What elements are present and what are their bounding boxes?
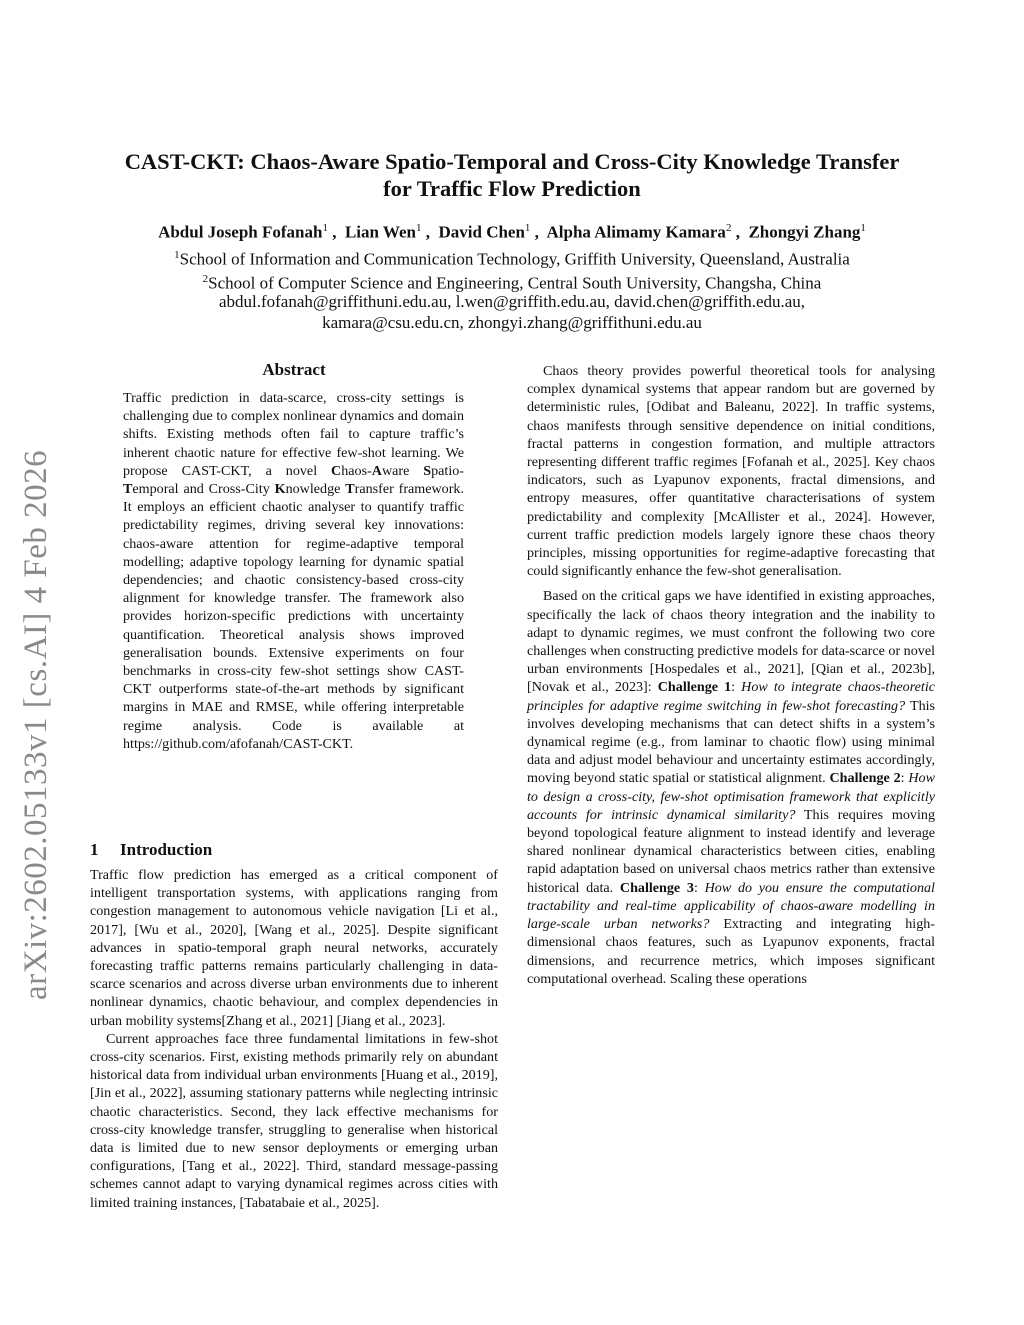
challenge-label: Challenge 1 [657, 679, 732, 696]
email-line-1: abdul.fofanah@griffithuni.edu.au, l.wen@griffith.edu.au, david.chen@griffith.edu.au, [218, 292, 806, 311]
acronym-letter: K [274, 481, 286, 498]
left-column-body [90, 866, 498, 1212]
arxiv-identifier-watermark: arXiv:2602.05133v1 [cs.AI] 4 Feb 2026 [18, 449, 54, 1000]
challenge-label: Challenge 2 [829, 770, 901, 787]
acronym-text: patio- [431, 462, 464, 479]
author-affiliation-mark: 2 [725, 222, 732, 234]
acronym-letter: A [371, 462, 382, 479]
affiliation-text: School of Computer Science and Engineering, Central South University, Changsha, China [208, 273, 822, 293]
author-list: Abdul Joseph Fofanah$^1$ , Lian Wen$^1$ , David Chen$^1$ , Alpha Alimamy Kamara$^2$ , Zhongyi Zhang$^1$ [158, 222, 866, 242]
section-title: Introduction [120, 840, 213, 859]
section-number: 1 [90, 840, 99, 859]
intro-paragraph-3: Chaos theory provides powerful theoretical tools for analysing complex dynamical systems that appear random but are governed by deterministic rules, [Odibat and Baleanu, 2022]. In traffic systems, chaos manifests through sensitive dependence on initial conditions, fractal patterns in congestion formation, and multiple attractors representing different traffic regimes [Fofanah et al., 2025]. Key chaos indicators, such as Lyapunov exponents, fractal dimensions, and entropy measures, offer quantitative characterisations of system predictability and complexity [McAllister et al., 2024]. However, current traffic prediction models largely ignore these chaos theory principles, missing opportunities for regime-adaptive forecasting that could significantly enhance the few-shot generalisation. [527, 363, 935, 580]
challenge-question: How to design a cross-city, few-shot optimisation framework that explicitly accounts for intrinsic dynamical similarity? [527, 770, 935, 823]
paragraph-text: This requires moving beyond topological feature alignment to instead identify and leverage shared nonlinear dynamical characteristics between cities, enabling rapid adaptation based on universal chaos metrics rather than extensive historical data. [527, 806, 935, 896]
author-name: Zhongyi Zhang [748, 222, 861, 242]
affiliation-1 [40, 244, 984, 271]
author-affiliation-mark: 1 [415, 222, 422, 234]
section-heading-introduction [90, 840, 212, 860]
abstract-text: framework. It employs an efficient chaotic analyser to quantify traffic predictability regimes, driving several key innovations: chaos-aware attention for regime-adaptive temporal modelling; adaptive topology learning for dynamic spatial dependencies; and chaotic consistency-based cross-city alignment for knowledge transfer. The framework also provides horizon-specific predictions with uncertainty quantification. Theoretical analysis shows improved generalisation bounds. Extensive experiments on four benchmarks in cross-city few-shot settings show CAST-CKT outperforms state-of-the-art methods by significant margins in MAE and RMSE, while offering interpretable regime analysis. Code is available at https://github.com/afofanah/CAST-CKT. [123, 481, 464, 752]
intro-paragraph-1: Traffic flow prediction has emerged as a critical component of intelligent transportation systems, with applications ranging from congestion management to autonomous vehicle navigation [Li et al., 2017], [Wu et al., 2020], [Wang et al., 2025]. Despite significant advances in spatio-temporal graph neural networks, accurately forecasting traffic patterns remains particularly challenging in data-scarce scenarios and across diverse urban environments due to inherent nonlinear dynamics, chaotic behaviour, and complex dependencies in urban mobility systems[Zhang et al., 2021] [Jiang et al., 2023]. [90, 867, 498, 1029]
acronym-letter: T [345, 481, 355, 498]
abstract-text: Traffic prediction in data-scarce, cross-city settings is challenging due to complex nonlinear dynamics and domain shifts. Existing methods often fail to capture traffic’s inherent chaotic nature for effective few-shot learning. We propose CAST-CKT, a novel [123, 390, 464, 479]
affiliation-mark: 1 [174, 249, 180, 261]
author-name: Abdul Joseph Fofanah [158, 222, 323, 242]
paragraph-text: Extracting and integrating high-dimensional chaos features, such as Lyapunov exponents, fractal dimensions, and recurrence metrics, which imposes significant computational overhead. Scaling these operations [527, 916, 935, 987]
author-name: Alpha Alimamy Kamara [546, 222, 726, 242]
paper-title [60, 148, 964, 202]
acronym-letter: S [423, 462, 432, 479]
acronym-letter: T [123, 481, 133, 498]
author-name: David Chen [438, 222, 525, 242]
acronym-text: haos- [341, 462, 372, 479]
acronym-text: ware [381, 462, 424, 479]
paragraph-text: This involves developing mechanisms that can detect shifts in a system’s dynamical regime (e.g., from laminar to chaotic flow) using minimal data and adjust model behaviour and uncertainty estimates accordingly, moving beyond static spatial or statistical alignment. [527, 697, 936, 787]
email-line-2: kamara@csu.edu.cn, zhongyi.zhang@griffithuni.edu.au [322, 313, 702, 332]
paragraph-text: Based on the critical gaps we have identified in existing approaches, specifically the lack of chaos theory integration and the inability to adapt to dynamic regimes, we must confront the following two core challenges when constructing predictive models for data-scarce or novel urban environments [Hospedales et al., 2021], [Qian et al., 2023b], [Novak et al., 2023]: [527, 588, 935, 696]
challenge-label: Challenge 3 [619, 879, 694, 896]
challenge-question: How do you ensure the computational tractability and real-time applicability of chaos-aware modelling in large-scale urban networks? [527, 879, 935, 933]
challenge-question: How to integrate chaos-theoretic principles for adaptive regime switching in few-shot forecasting? [527, 679, 935, 714]
acronym-letter: C [331, 462, 342, 479]
title-line-2: for Traffic Flow Prediction [383, 176, 641, 201]
author-affiliation-mark: 1 [524, 222, 531, 234]
title-line-1: CAST-CKT: Chaos-Aware Spatio-Temporal and Cross-City Knowledge Transfer [124, 149, 900, 174]
author-name: Lian Wen [344, 222, 416, 242]
right-column-body [527, 355, 935, 988]
acronym-text: emporal and Cross-City [132, 481, 275, 498]
intro-paragraph-4: Based on the critical gaps we have identified in existing approaches, specifically the lack of chaos theory integration and the inability to adapt to dynamic regimes, we must confront the following two core challenges when constructing predictive models for data-scarce or novel urban environments [Hospedales et al., 2021], [Qian et al., 2023b], [Novak et al., 2023]: Challenge 1: How to integrate chaos-theoretic principles for adaptive regime switching in few-shot forecasting? This involves developing mechanisms that can detect shifts in a system’s dynamical regime (e.g., from laminar to chaotic flow) using minimal data and adjust model behaviour and uncertainty estimates accordingly, moving beyond static spatial or statistical alignment. Challenge 2: How to design a cross-city, few-shot optimisation framework that explicitly accounts for intrinsic dynamical similarity? This requires moving beyond topological feature alignment to instead identify and leverage shared nonlinear dynamical characteristics between cities, enabling rapid adaptation based on universal chaos metrics rather than extensive historical data. Challenge 3: How do you ensure the computational tractability and real-time applicability of chaos-aware modelling in large-scale urban networks? Extracting and integrating high-dimensional chaos features, such as Lyapunov exponents, fractal dimensions, and recurrence metrics, which imposes significant computational overhead. Scaling these operations [527, 588, 936, 987]
author-affiliation-mark: 1 [322, 222, 328, 234]
author-affiliation-mark: 1 [860, 222, 866, 234]
abstract-body [123, 389, 464, 753]
affiliation-mark: 2 [202, 273, 209, 285]
acronym-text: nowledge [285, 481, 346, 498]
affiliation-text: School of Information and Communication Technology, Griffith University, Queensland, Australia [179, 249, 850, 269]
intro-paragraph-2: Current approaches face three fundamental limitations in few-shot cross-city scenarios. First, existing methods primarily rely on abundant historical data from individual urban environments [Huang et al., 2019], [Jin et al., 2022], assuming stationary patterns while neglecting intrinsic chaotic characteristics. Second, they lack effective mechanisms for cross-city knowledge transfer, struggling to generalise when historical data is limited due to new sensor deployments or emerging urban configurations, [Tang et al., 2022]. Third, standard message-passing schemes cannot adapt to varying dynamical regimes across cities with limited training instances, [Tabatabaie et al., 2025]. [90, 1030, 498, 1211]
abstract-heading: Abstract [262, 360, 326, 379]
acronym-text: ransfer [354, 481, 394, 498]
